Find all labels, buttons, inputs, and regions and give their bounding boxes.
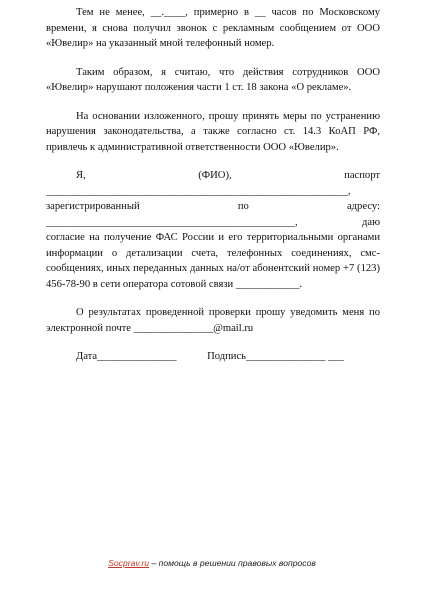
address-blank-line: _______________________________________________, [46,216,298,228]
footer [0,558,424,568]
consent-address: адресу: [346,201,380,212]
consent-row-name [46,168,380,184]
footer-text: – помощь в решении правовых вопросов [149,558,316,568]
consent-block [46,168,380,292]
document-body [46,5,380,365]
paragraph-repeat-call: Тем не менее, __.____, примерно в __ часов по Московскому времени, я снова получил звонок с рекламным сообщением от ООО «Ювелир» на указанный мной телефонный номер. [46,7,380,49]
consent-passport: паспорт [344,170,380,181]
consent-registered: зарегистрированный [46,201,140,212]
consent-give: даю [361,216,380,228]
consent-row-agree [46,215,380,231]
consent-text: согласие на получение ФАС России и его территориальными органами информации о детализации счета, телефонных соединениях, смс-сообщениях, иных переданных данных на/от абонентский номер +7 (123) 456-78-90 в сети оператора сотовой связи ____________. [46,232,380,290]
consent-i: Я, [76,170,86,181]
paragraph-violation: Таким образом, я считаю, что действия сотрудников ООО «Ювелир» нарушают положения части 1 ст. 18 закона «О рекламе». [46,66,380,93]
paragraph-request: На основании изложенного, прошу принять меры по устранению нарушения законодательства, а также согласно ст. 14.3 КоАП РФ, привлечь к административной ответственности ООО «Ювелир». [46,110,380,153]
consent-row-address [46,199,380,215]
signature-row [46,349,380,365]
signature-field: Подпись_______________ ___ [207,351,344,362]
paragraph-notify-email: О результатах проведенной проверки прошу уведомить меня по электронной почте _______________@mail.ru [46,307,380,334]
date-field: Дата_______________ [76,351,177,362]
passport-blank-line: _________________________________________________________, [46,185,351,197]
consent-fio: (ФИО), [198,170,232,181]
footer-site-link[interactable]: Socprav.ru [108,558,150,568]
consent-po: по [237,201,249,212]
